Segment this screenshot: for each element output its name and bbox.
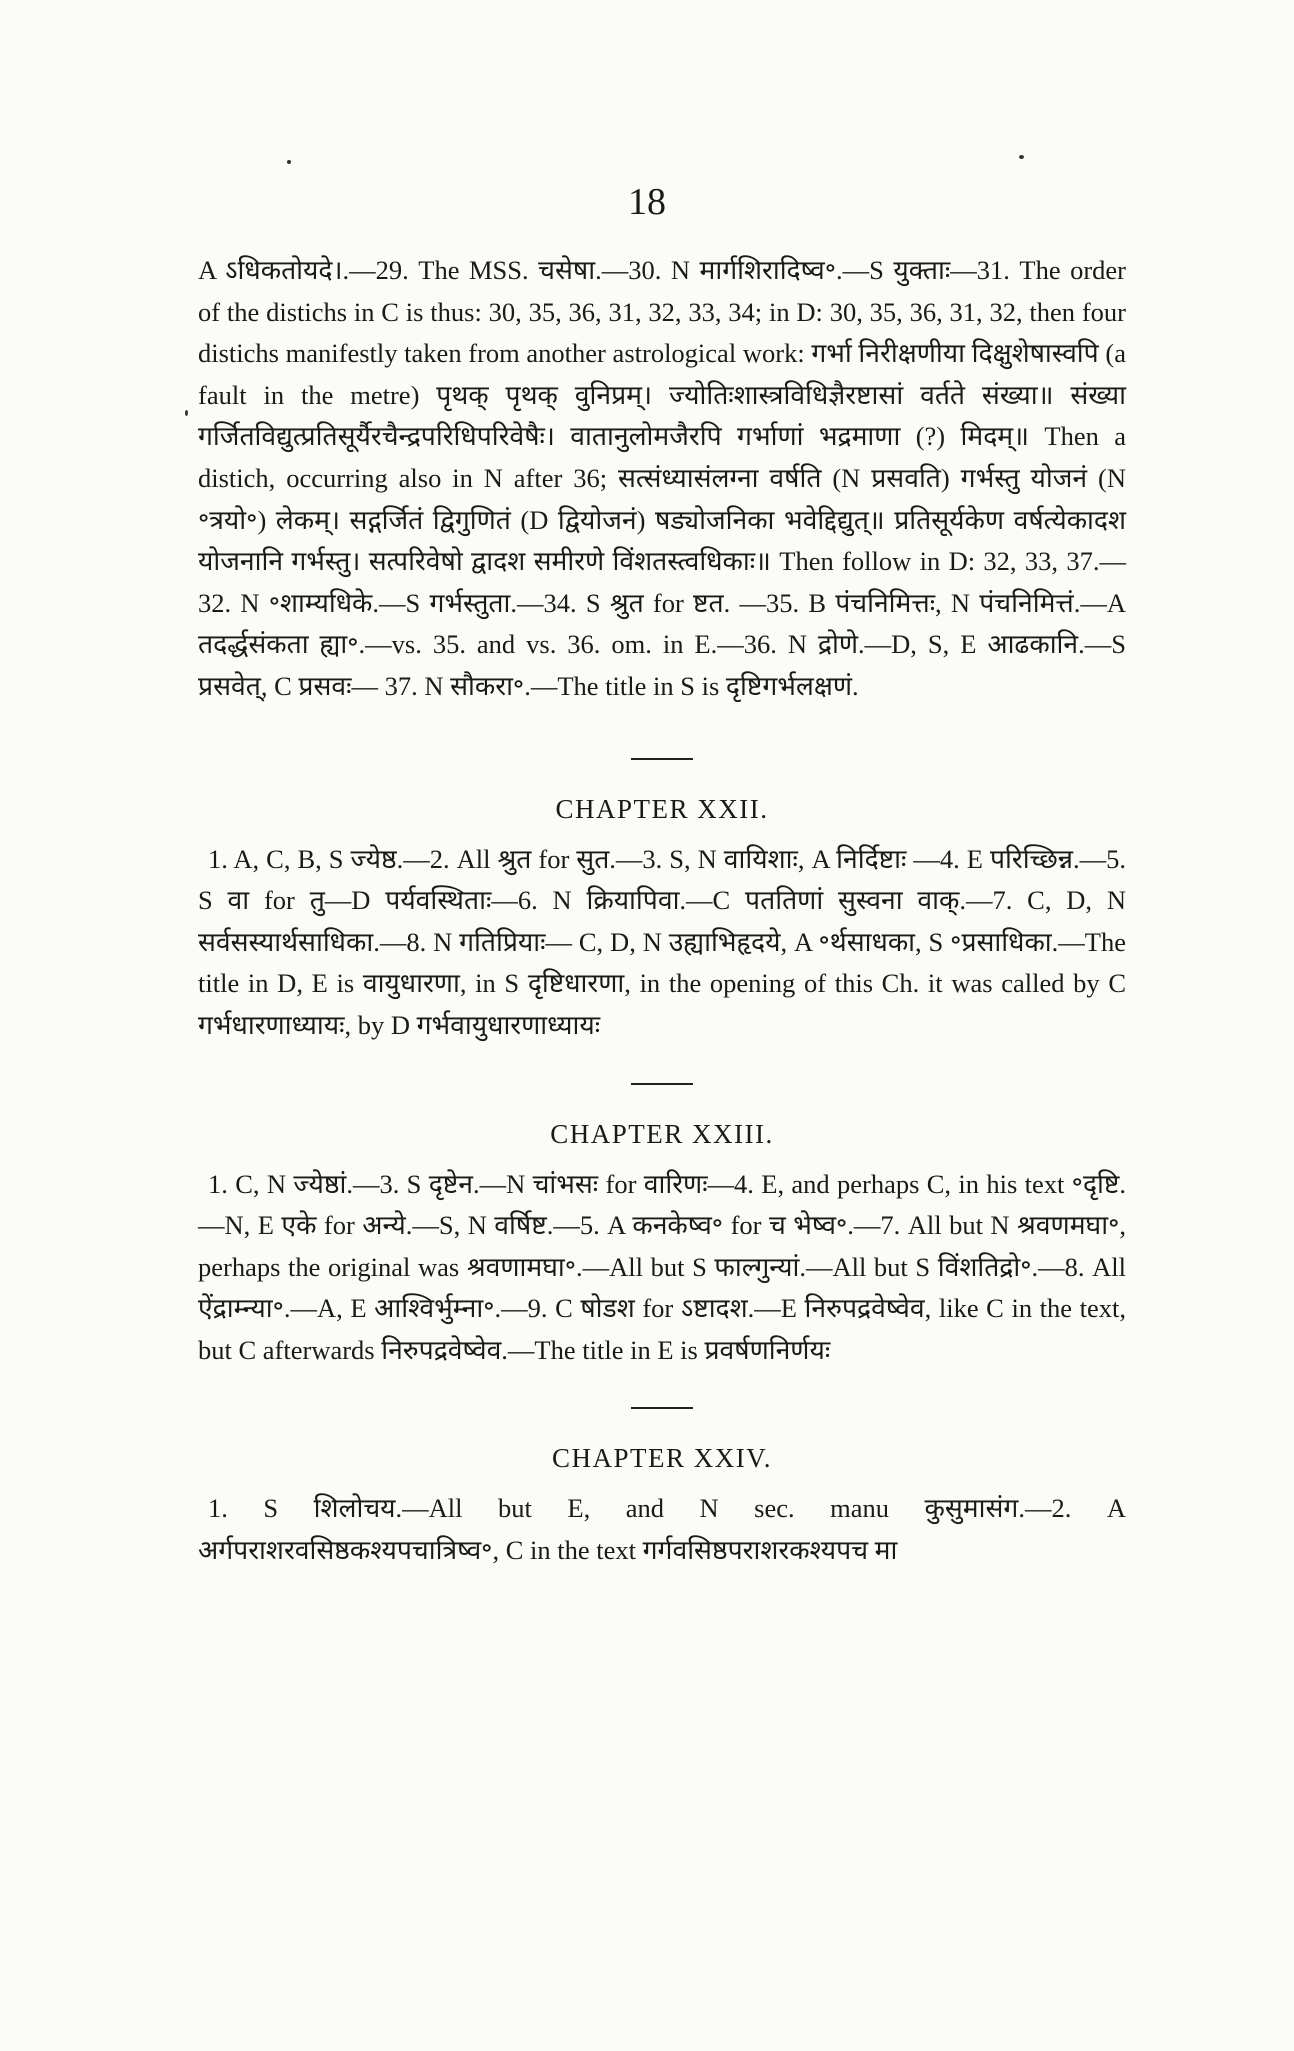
print-speck	[287, 160, 291, 164]
chapter-notes: 1. A, C, B, S ज्येष्ठ.—2. All श्रुत for सुत.—3. S, N वायिशाः, A निर्दिष्टाः —4. E परिच्छिन्न.—5. S वा for तु—D पर्यवस्थिताः—6. N क्रियापिवा.—C पततिणां सुस्वना वाक्.—7. C, D, N सर्वसस्यार्थसाधिका.—8. N गतिप्रियाः— C, D, N उह्याभिहृदये, A ॰र्थसाधका, S ॰प्रसाधिका.—The title in D, E is वायुधारणा, in S दृष्टिधारणा, in the opening of this Ch. it was called by C गर्भधारणाध्यायः, by D गर्भवायुधारणाध्यायः	[198, 843, 1126, 1040]
intro-notes: A ऽधिकतोयदे।.—29. The MSS. चसेषा.—30. N मार्गशिरादिष्व॰.—S युक्ताः—31. The order of the distichs in C is thus: 30, 35, 36, 31, 32, 33, 34; in D: 30, 35, 36, 31, 32, then four distichs manifestly taken from another astrological work: गर्भा निरीक्षणीया दिक्षुशेषास्वपि (a fault in the metre) पृथक् पृथक् वुनिप्रम्। ज्योतिःशास्त्रविधिज्ञैरष्टासां वर्तते संख्या॥ संख्या गर्जितविद्युत्प्रतिसूर्यैरचैन्द्रपरिधिपरिवेषैः। वातानुलोमजैरपि गर्भाणां भद्रमाणा (?) मिदम्॥ Then a distich, occurring also in N after 36; सत्संध्यासंलग्ना वर्षति (N प्रसवति) गर्भस्तु योजनं (N ॰त्रयो॰) लेकम्। सद्गर्जितं द्विगुणितं (D द्वियोजनं) षड्योजनिका भवेद्दिद्युत्॥ प्रतिसूर्यकेण वर्षत्येकादश योजनानि गर्भस्तु। सत्परिवेषो द्वादश समीरणे विंशतस्त्वधिकाः॥ Then follow in D: 32, 33, 37.—32. N ॰शाम्यधिके.—S गर्भस्तुता.—34. S श्रुत for ष्टत. —35. B पंचनिमित्तः, N पंचनिमित्तं.—A तदर्द्धसंकता ह्या॰.—vs. 35. and vs. 36. om. in E.—36. N द्रोणे.—D, S, E आढकानि.—S प्रसवेत्, C प्रसवः— 37. N सौकरा॰.—The title in S is दृष्टिगर्भलक्षणं.	[198, 255, 1126, 701]
chapter-title: CHAPTER XXII.	[555, 793, 769, 824]
print-speck	[185, 410, 188, 416]
print-speck	[1019, 155, 1024, 159]
page-number: 18	[628, 181, 666, 223]
chapter-notes: 1. C, N ज्येष्ठां.—3. S दृष्टेन.—N चांभसः for वारिणः—4. E, and perhaps C, in his text ॰दृष्टि.—N, E एके for अन्ये.—S, N वर्षिष्ट.—5. A कनकेष्व॰ for च भेष्व॰.—7. All but N श्रवणमघा॰, perhaps the original was श्रवणामघा॰.—All but S फाल्गुन्यां.—All but S विंशतिद्रो॰.—8. All ऐंद्राम्न्या॰.—A, E आश्विर्भुम्ना॰.—9. C षोडश for ऽष्टादश.—E निरुपद्रवेष्वेव, like C in the text, but C afterwards निरुपद्रवेष्वेव.—The title in E is प्रवर्षणनिर्णयः	[198, 1168, 1126, 1365]
chapter-title: CHAPTER XXIII.	[550, 1118, 774, 1149]
chapter-title: CHAPTER XXIV.	[551, 1443, 773, 1474]
page-content	[198, 250, 1126, 1572]
chapter-notes: 1. S शिलोचय.—All but E, and N sec. manu कुसुमासंग.—2. A अर्गपराशरवसिष्ठकश्यपचात्रिष्व॰, C in the text गर्गवसिष्ठपराशरकश्यपच मा	[198, 1493, 1126, 1566]
